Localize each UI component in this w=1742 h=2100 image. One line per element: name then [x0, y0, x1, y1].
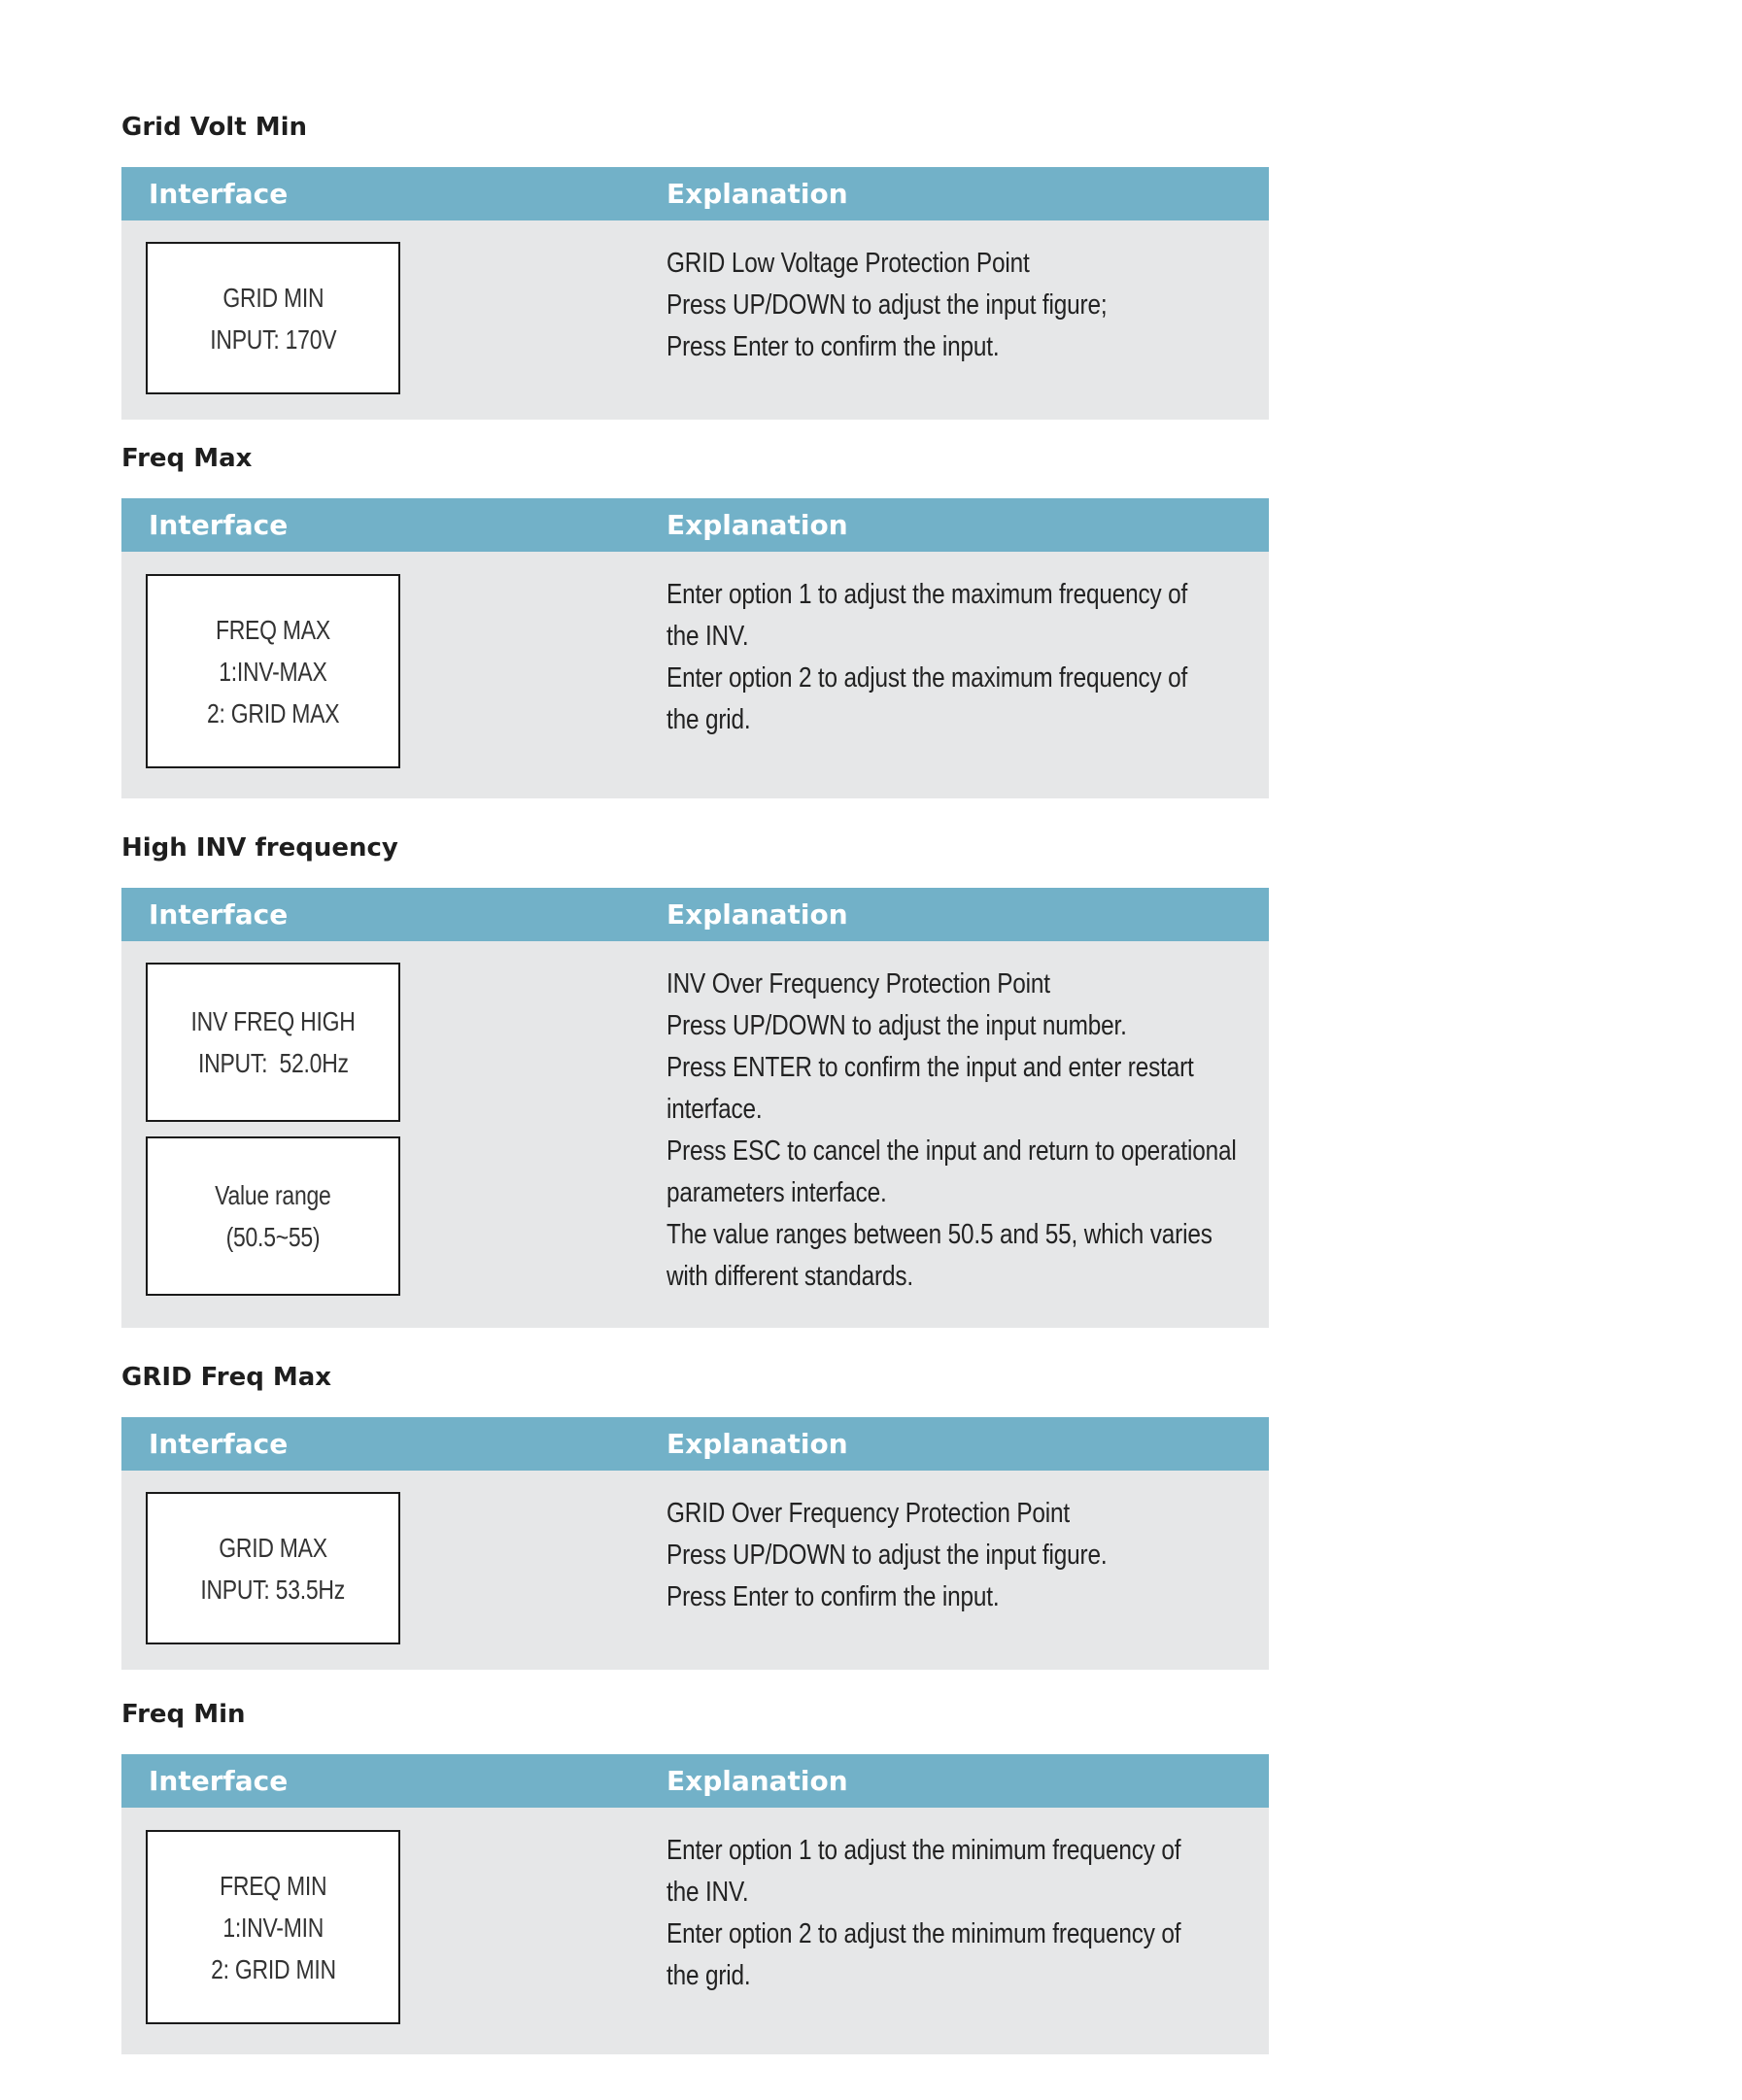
explanation-header: Explanation	[666, 1428, 848, 1460]
lcd-line: INPUT: 52.0Hz	[197, 1048, 349, 1078]
explanation-text	[666, 964, 1288, 1298]
explanation-line: Enter option 2 to adjust the maximum frequency of	[666, 662, 1188, 694]
table-grid-volt-min	[121, 167, 1269, 420]
lcd-line: INPUT: 53.5Hz	[200, 1574, 346, 1605]
section-title-freq-max: Freq Max	[121, 444, 253, 473]
explanation-line: Press ESC to cancel the input and return to operational	[666, 1135, 1237, 1167]
explanation-line: Press UP/DOWN to adjust the input number.	[666, 1010, 1127, 1041]
section-title-freq-min: Freq Min	[121, 1700, 246, 1729]
explanation-text	[666, 1493, 1288, 1618]
interface-header: Interface	[149, 509, 289, 541]
explanation-line: Press ENTER to confirm the input and enter restart	[666, 1052, 1194, 1083]
explanation-header: Explanation	[666, 509, 848, 541]
explanation-text	[666, 574, 1288, 741]
explanation-line: The value ranges between 50.5 and 55, which varies	[666, 1219, 1213, 1250]
lcd-line: GRID MAX	[219, 1532, 327, 1563]
interface-header: Interface	[149, 1428, 289, 1460]
explanation-line: Enter option 2 to adjust the minimum frequency of	[666, 1918, 1181, 1949]
explanation-line: with different standards.	[666, 1261, 913, 1292]
lcd-screen	[146, 1830, 400, 2024]
explanation-line: the grid.	[666, 1960, 751, 1991]
lcd-screen	[146, 963, 400, 1122]
lcd-line: FREQ MIN	[219, 1870, 327, 1901]
explanation-text	[666, 243, 1288, 368]
explanation-line: Press Enter to confirm the input.	[666, 331, 1000, 362]
explanation-line: GRID Over Frequency Protection Point	[666, 1498, 1071, 1529]
table-header	[121, 1754, 1269, 1808]
explanation-line: GRID Low Voltage Protection Point	[666, 248, 1030, 279]
explanation-header: Explanation	[666, 178, 848, 210]
interface-header: Interface	[149, 1765, 289, 1797]
explanation-line: Press UP/DOWN to adjust the input figure;	[666, 289, 1108, 321]
lcd-line: GRID MIN	[222, 282, 324, 313]
lcd-screen	[146, 574, 400, 768]
table-freq-max	[121, 498, 1269, 798]
lcd-line: 1:INV-MIN	[222, 1912, 324, 1943]
table-header	[121, 888, 1269, 941]
interface-header: Interface	[149, 178, 289, 210]
lcd-line: 2: GRID MAX	[206, 697, 340, 728]
explanation-line: parameters interface.	[666, 1177, 887, 1208]
interface-header: Interface	[149, 898, 289, 931]
lcd-line: INV FREQ HIGH	[190, 1006, 356, 1036]
explanation-line: Press UP/DOWN to adjust the input figure.	[666, 1540, 1108, 1571]
table-header	[121, 1417, 1269, 1471]
explanation-line: the grid.	[666, 704, 751, 735]
lcd-screen	[146, 242, 400, 394]
explanation-line: the INV.	[666, 1877, 749, 1908]
section-title-grid-freq-max: GRID Freq Max	[121, 1363, 332, 1392]
explanation-header: Explanation	[666, 898, 848, 931]
lcd-line: (50.5~55)	[225, 1222, 321, 1252]
explanation-line: Enter option 1 to adjust the maximum frequency of	[666, 579, 1188, 610]
lcd-line: INPUT: 170V	[209, 323, 337, 355]
explanation-text	[666, 1830, 1288, 1997]
explanation-header: Explanation	[666, 1765, 848, 1797]
explanation-line: the INV.	[666, 621, 749, 652]
lcd-screen	[146, 1492, 400, 1644]
lcd-line: Value range	[215, 1180, 331, 1210]
lcd-line: 2: GRID MIN	[210, 1953, 336, 1984]
explanation-line: Press Enter to confirm the input.	[666, 1581, 1000, 1612]
explanation-line: Enter option 1 to adjust the minimum frequency of	[666, 1835, 1181, 1866]
explanation-line: INV Over Frequency Protection Point	[666, 968, 1050, 999]
section-title-high-inv-frequency: High INV frequency	[121, 833, 398, 863]
table-grid-freq-max	[121, 1417, 1269, 1670]
table-header	[121, 167, 1269, 220]
table-high-inv-frequency	[121, 888, 1269, 1328]
explanation-line: interface.	[666, 1094, 763, 1125]
table-freq-min	[121, 1754, 1269, 2054]
table-header	[121, 498, 1269, 552]
lcd-value-range-screen	[146, 1136, 400, 1296]
lcd-line: 1:INV-MAX	[219, 656, 327, 687]
section-title-grid-volt-min: Grid Volt Min	[121, 113, 307, 142]
lcd-line: FREQ MAX	[216, 614, 330, 645]
